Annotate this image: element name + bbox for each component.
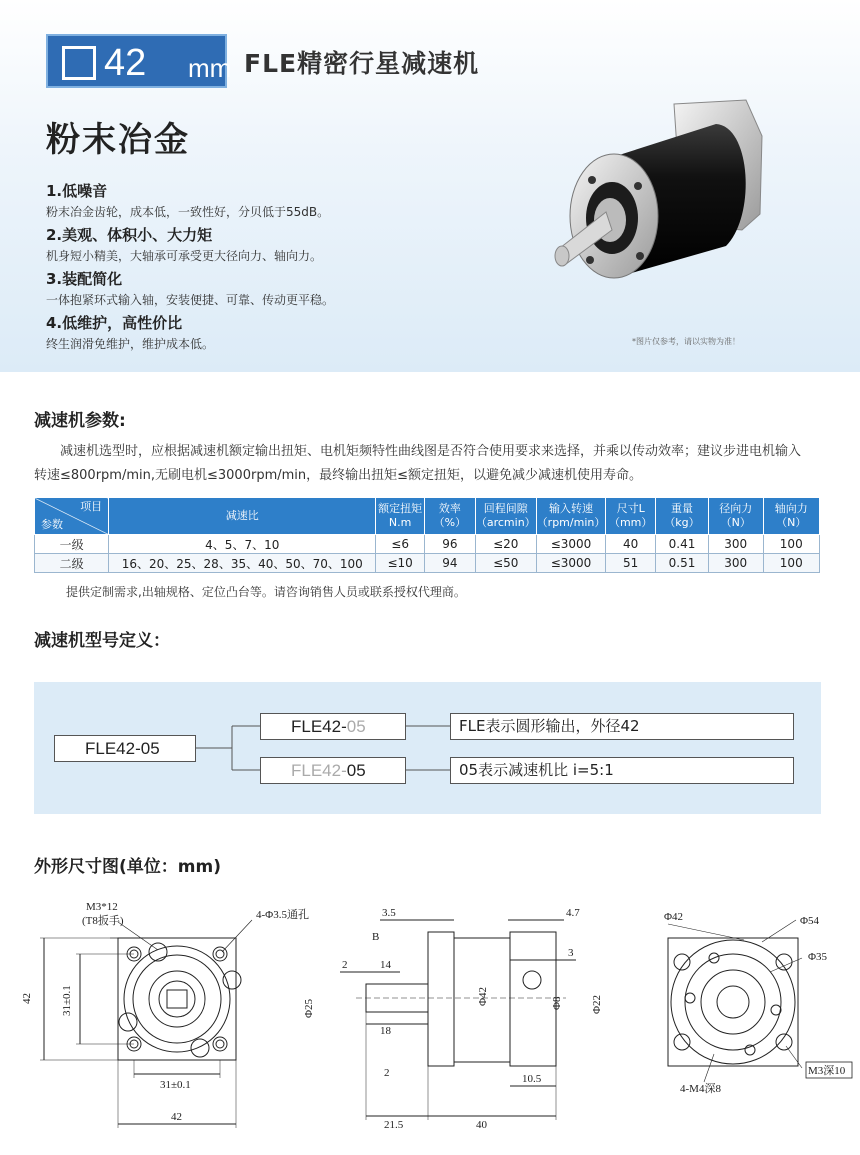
- dimension-drawing: [0, 880, 860, 1150]
- table-row: [35, 535, 820, 554]
- table-corner-header: [35, 498, 109, 535]
- dim-label: 3: [568, 947, 574, 959]
- hero-section: [0, 0, 860, 372]
- corner-top-label: 项目: [80, 500, 103, 513]
- table-cell: 一级: [35, 535, 109, 554]
- dim-label: 31±0.1: [61, 985, 73, 1016]
- table-cell: 0.41: [656, 535, 709, 554]
- dim-label: B: [372, 931, 380, 943]
- table-cell: 94: [424, 554, 475, 573]
- column-header: 效率 （%）: [424, 498, 475, 535]
- table-cell: 100: [763, 535, 819, 554]
- table-cell: 4、5、7、10: [109, 535, 376, 554]
- dim-label: 31±0.1: [160, 1079, 191, 1091]
- table-cell: 二级: [35, 554, 109, 573]
- dim-label: M3深10: [808, 1065, 846, 1077]
- column-header: 轴向力 （N）: [763, 498, 819, 535]
- table-header-row: [35, 498, 820, 535]
- feature-desc: 机身短小精美，大轴承可承受更大径向力、轴向力。: [46, 249, 323, 263]
- table-cell: 51: [606, 554, 656, 573]
- feature-item: [46, 224, 322, 264]
- paragraph-line: 转速≤800rpm/min,无刷电机≤3000rpm/min，最终输出扭矩≤额定扭矩，以避免减少减速机使用寿命。: [34, 468, 643, 483]
- table-cell: ≤10: [376, 554, 425, 573]
- table-cell: ≤20: [475, 535, 536, 554]
- feature-title: 4.低维护，高性价比: [46, 314, 183, 332]
- table-cell: 300: [708, 535, 763, 554]
- feature-title: 2.美观、体积小、大力矩: [46, 226, 213, 244]
- feature-item: [46, 180, 329, 220]
- dim-label: 42: [21, 993, 33, 1004]
- dim-label: 4-Φ3.5通孔: [256, 909, 309, 921]
- model-prefix-dim: FLE42-: [291, 761, 347, 780]
- product-title: FLE精密行星减速机: [244, 49, 480, 78]
- feature-item: [46, 312, 214, 352]
- column-header: 额定扭矩 N.m: [376, 498, 425, 535]
- model-branch-box: [260, 713, 406, 740]
- dim-label: Φ8: [551, 996, 563, 1010]
- drawing-title: 外形尺寸图(单位：mm): [34, 857, 221, 877]
- feature-desc: 一体抱紧环式输入轴，安装便捷、可靠、传动更平稳。: [46, 293, 335, 307]
- table-cell: 300: [708, 554, 763, 573]
- size-number: 42: [104, 42, 147, 84]
- corner-bottom-label: 参数: [41, 518, 63, 531]
- feature-desc: 终生润滑免维护，维护成本低。: [46, 337, 215, 351]
- model-root-text: FLE42-05: [85, 739, 160, 758]
- front-view: [40, 920, 252, 1128]
- feature-title: 3.装配简化: [46, 270, 123, 288]
- dim-label: (T8扳手): [82, 915, 124, 927]
- dim-label: M3*12: [86, 901, 118, 913]
- model-desc-box: FLE表示圆形输出，外径42: [450, 713, 794, 740]
- table-cell: 96: [424, 535, 475, 554]
- dim-label: 40: [476, 1119, 487, 1131]
- model-suffix: 05: [346, 761, 366, 780]
- table-cell: 0.51: [656, 554, 709, 573]
- table-cell: 16、20、25、28、35、40、50、70、100: [109, 554, 376, 573]
- dim-label: Φ25: [303, 998, 315, 1018]
- dim-label: 2: [384, 1067, 390, 1079]
- dim-label: Φ35: [808, 951, 828, 963]
- rear-view: [668, 920, 802, 1082]
- dim-label: 18: [380, 1025, 391, 1037]
- paragraph-line: 减速机选型时，应根据减速机额定输出扭矩、电机矩频特性曲线图是否符合使用要求来选择，并乘以传动效率；建议步进电机输入: [60, 444, 802, 459]
- dim-label: Φ22: [591, 994, 603, 1014]
- column-header: 径向力 （N）: [708, 498, 763, 535]
- feature-item: [46, 268, 334, 308]
- column-header: 减速比: [109, 498, 376, 535]
- dim-label: 4-M4深8: [680, 1083, 721, 1095]
- side-view: [340, 920, 576, 1120]
- square-icon: [62, 46, 96, 80]
- model-prefix: FLE42-: [291, 717, 347, 736]
- column-header: 重量 （kg）: [656, 498, 709, 535]
- spec-table: [34, 497, 820, 573]
- feature-title: 1.低噪音: [46, 182, 108, 200]
- table-cell: 100: [763, 554, 819, 573]
- column-header: 输入转速 （rpm/min）: [536, 498, 606, 535]
- dim-label: Φ54: [800, 915, 820, 927]
- column-header: 回程间隙 （arcmin）: [475, 498, 536, 535]
- dim-label: Φ42: [477, 986, 489, 1006]
- params-title: 减速机参数:: [34, 411, 126, 431]
- dim-label: 4.7: [566, 907, 580, 919]
- dim-label: 21.5: [384, 1119, 404, 1131]
- params-paragraph: [34, 440, 824, 488]
- dim-label: 14: [380, 959, 391, 971]
- feature-desc: 粉末冶金齿轮，成本低，一致性好，分贝低于55dB。: [46, 205, 330, 219]
- image-disclaimer: *图片仅参考，请以实物为准！: [632, 337, 740, 346]
- model-root-box: [54, 735, 196, 762]
- size-badge: [46, 34, 232, 88]
- dim-label: Φ42: [664, 911, 684, 923]
- size-unit: mm: [188, 53, 232, 83]
- table-cell: ≤50: [475, 554, 536, 573]
- model-branch-box: [260, 757, 406, 784]
- gearbox-product-image: [546, 96, 776, 302]
- model-desc-box: 05表示减速机比 i=5:1: [450, 757, 794, 784]
- custom-note: 提供定制需求,出轴规格、定位凸台等。请咨询销售人员或联系授权代理商。: [66, 585, 466, 599]
- dim-label: 2: [342, 959, 348, 971]
- dim-label: 42: [171, 1111, 182, 1123]
- model-definition-panel: [34, 682, 821, 814]
- hero-heading: 粉末冶金: [46, 120, 190, 160]
- model-suffix-dim: 05: [346, 717, 366, 736]
- column-header: 尺寸L （mm）: [606, 498, 656, 535]
- dim-label: 10.5: [522, 1073, 542, 1085]
- model-title: 减速机型号定义：: [34, 631, 170, 651]
- table-cell: ≤6: [376, 535, 425, 554]
- table-cell: 40: [606, 535, 656, 554]
- table-cell: ≤3000: [536, 535, 606, 554]
- table-row: [35, 554, 820, 573]
- table-cell: ≤3000: [536, 554, 606, 573]
- dim-label: 3.5: [382, 907, 396, 919]
